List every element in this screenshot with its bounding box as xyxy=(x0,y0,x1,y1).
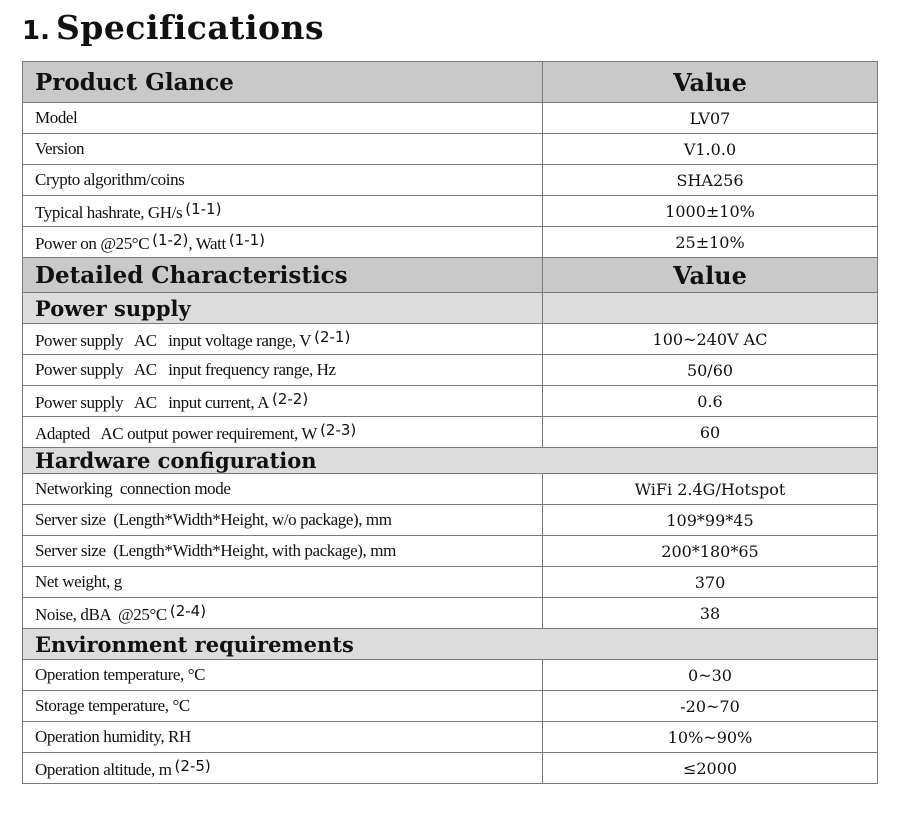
label-text: Server size (Length*Width*Height, w/o package), mm xyxy=(35,510,392,529)
glance-header-value: Value xyxy=(543,62,878,103)
footnote-ref: (2-3) xyxy=(320,420,357,439)
table-row xyxy=(23,355,878,386)
table-row xyxy=(23,134,878,165)
row-label xyxy=(23,691,543,722)
row-value: 0.6 xyxy=(543,386,878,417)
section-title: Specifications xyxy=(55,8,325,47)
table-row xyxy=(23,324,878,355)
row-label xyxy=(23,753,543,784)
row-value: 38 xyxy=(543,598,878,629)
footnote-ref: (1-2) xyxy=(152,230,189,249)
table-row xyxy=(23,598,878,629)
row-label xyxy=(23,196,543,227)
label-text: Power on @25°C xyxy=(35,233,150,253)
row-label xyxy=(23,474,543,505)
row-value: 0~30 xyxy=(543,660,878,691)
row-value: 370 xyxy=(543,567,878,598)
row-value: 100~240V AC xyxy=(543,324,878,355)
section-row-hardware xyxy=(23,448,878,474)
row-label xyxy=(23,567,543,598)
table-row xyxy=(23,474,878,505)
label-text: Operation humidity, RH xyxy=(35,727,191,746)
detailed-header-label: Detailed Characteristics xyxy=(23,258,543,293)
row-value: -20~70 xyxy=(543,691,878,722)
footnote-ref: (2-4) xyxy=(169,601,207,620)
row-label xyxy=(23,355,543,386)
section-title-environment: Environment requirements xyxy=(23,629,878,660)
row-label xyxy=(23,134,543,165)
table-row xyxy=(23,103,878,134)
table-row xyxy=(23,691,878,722)
row-label xyxy=(23,324,543,355)
label-text: Noise, dBA @25°C xyxy=(35,604,167,624)
row-label xyxy=(23,227,543,258)
row-label xyxy=(23,386,543,417)
glance-header-row xyxy=(23,62,878,103)
table-row xyxy=(23,567,878,598)
row-value: 10%~90% xyxy=(543,722,878,753)
table-row xyxy=(23,386,878,417)
label-text: Power supply AC input current, A xyxy=(35,392,269,412)
label-text: Operation temperature, °C xyxy=(35,665,206,684)
section-heading xyxy=(22,8,324,52)
table-row xyxy=(23,505,878,536)
label-text: Adapted AC output power requirement, W xyxy=(35,423,318,443)
row-value: 1000±10% xyxy=(543,196,878,227)
section-number: 1. xyxy=(22,16,50,46)
label-text: Power supply AC input voltage range, V xyxy=(35,330,312,350)
detailed-header-row xyxy=(23,258,878,293)
label-text: Power supply AC input frequency range, Hz xyxy=(35,360,336,379)
row-value: 109*99*45 xyxy=(543,505,878,536)
spec-table xyxy=(22,61,878,784)
section-row-environment xyxy=(23,629,878,660)
label-text: Net weight, g xyxy=(35,572,122,591)
table-row xyxy=(23,722,878,753)
section-title-hardware: Hardware configuration xyxy=(23,448,878,474)
table-row xyxy=(23,165,878,196)
row-label xyxy=(23,417,543,448)
row-label xyxy=(23,536,543,567)
label-text: Server size (Length*Width*Height, with package), mm xyxy=(35,541,396,560)
table-row xyxy=(23,227,878,258)
footnote-ref: (1-1) xyxy=(228,230,266,249)
table-row xyxy=(23,196,878,227)
row-label xyxy=(23,722,543,753)
row-value: 50/60 xyxy=(543,355,878,386)
label-text: Model xyxy=(35,108,78,127)
label-text: Typical hashrate, GH/s xyxy=(35,202,183,222)
row-label xyxy=(23,660,543,691)
glance-header-label: Product Glance xyxy=(23,62,543,103)
row-value: 200*180*65 xyxy=(543,536,878,567)
row-value: WiFi 2.4G/Hotspot xyxy=(543,474,878,505)
section-blank xyxy=(543,293,878,324)
footnote-ref: (2-1) xyxy=(314,327,351,346)
label-text: Version xyxy=(35,139,85,158)
row-value: ≤2000 xyxy=(543,753,878,784)
row-value: 25±10% xyxy=(543,227,878,258)
label-text: Crypto algorithm/coins xyxy=(35,170,185,189)
row-value: V1.0.0 xyxy=(543,134,878,165)
table-row xyxy=(23,536,878,567)
row-label xyxy=(23,505,543,536)
label-text: Storage temperature, °C xyxy=(35,696,190,715)
table-row xyxy=(23,660,878,691)
label-text: Networking connection mode xyxy=(35,479,231,498)
row-value: SHA256 xyxy=(543,165,878,196)
row-value: 60 xyxy=(543,417,878,448)
row-label xyxy=(23,103,543,134)
footnote-ref: (2-2) xyxy=(271,389,309,408)
footnote-ref: (2-5) xyxy=(174,756,211,775)
section-row-power xyxy=(23,293,878,324)
table-row xyxy=(23,753,878,784)
section-title-power: Power supply xyxy=(23,293,543,324)
label-text-2: , Watt xyxy=(188,233,226,253)
footnote-ref: (1-1) xyxy=(185,199,222,218)
table-row xyxy=(23,417,878,448)
row-value: LV07 xyxy=(543,103,878,134)
detailed-header-value: Value xyxy=(543,258,878,293)
label-text: Operation altitude, m xyxy=(35,759,172,779)
row-label xyxy=(23,598,543,629)
row-label xyxy=(23,165,543,196)
